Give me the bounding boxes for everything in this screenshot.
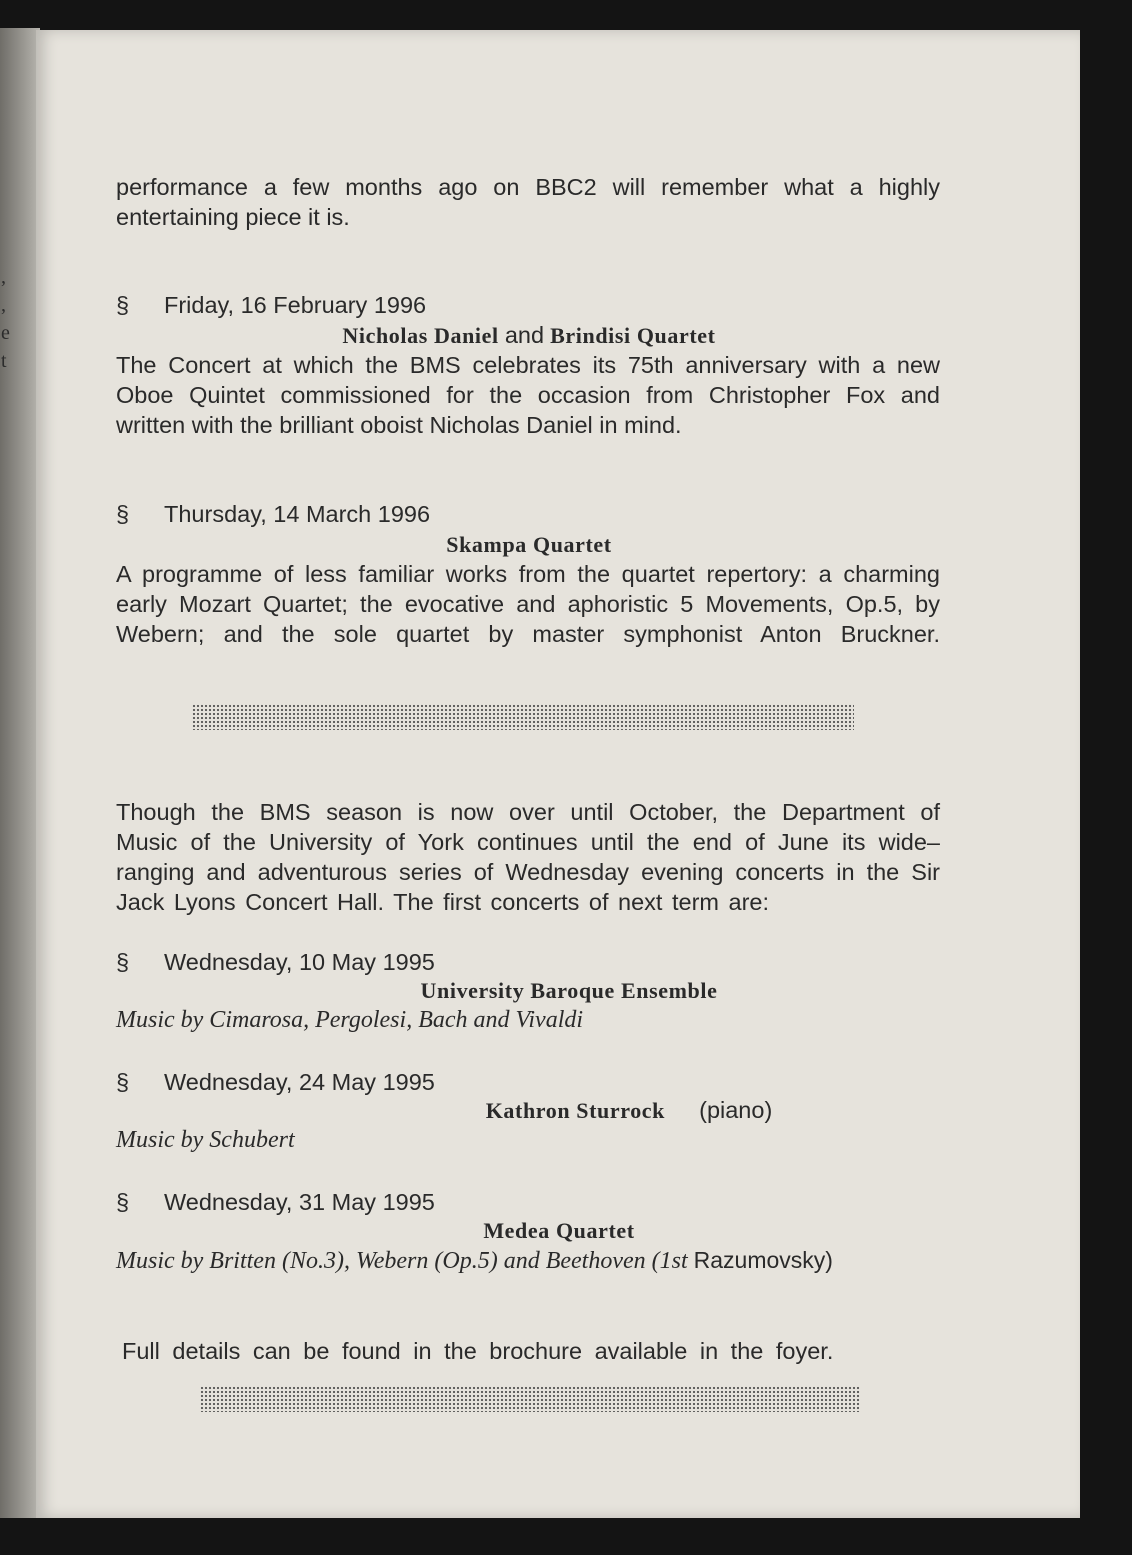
section-mark: § <box>116 1189 130 1215</box>
event-music <box>116 1246 833 1277</box>
event-performer <box>216 1096 1042 1126</box>
event-performer <box>156 976 982 1006</box>
intro-line-2: entertaining piece it is. <box>116 204 350 230</box>
section-mark: § <box>116 501 130 527</box>
section-mark: § <box>116 1069 130 1095</box>
event-music: Music by Schubert <box>116 1127 295 1153</box>
event-description-line: Webern; and the sole quartet by master symphonist Anton Bruckner. <box>116 621 940 647</box>
intro-line-1: performance a few months ago on BBC2 will remember what a highly <box>116 174 940 200</box>
left-page-mark: t <box>1 350 7 372</box>
event-date: Thursday, 14 March 1996 <box>164 501 431 527</box>
event-date-row <box>116 948 435 978</box>
event-date-row <box>116 291 426 321</box>
dotted-divider <box>200 1386 860 1412</box>
left-page-edge <box>0 28 40 1518</box>
event-date: Wednesday, 24 May 1995 <box>164 1069 435 1095</box>
performer-name: University Baroque Ensemble <box>420 978 718 1003</box>
event-date: Wednesday, 31 May 1995 <box>164 1189 435 1215</box>
performer-name: Brindisi Quartet <box>550 323 716 348</box>
left-page-marks <box>0 28 12 1518</box>
footer-note: Full details can be found in the brochure available in the foyer. <box>122 1338 834 1364</box>
york-intro-line: ranging and adventurous series of Wednesday evening concerts in the Sir <box>116 859 940 885</box>
york-intro-line: Though the BMS season is now over until October, the Department of <box>116 799 940 825</box>
event-performer <box>116 321 942 351</box>
performer-name: Nicholas Daniel <box>342 323 499 348</box>
event-music: Music by Cimarosa, Pergolesi, Bach and Vivaldi <box>116 1007 584 1033</box>
event-date: Wednesday, 10 May 1995 <box>164 949 435 975</box>
event-date: Friday, 16 February 1996 <box>164 292 427 318</box>
york-intro-line: Jack Lyons Concert Hall. The first concerts of next term are: <box>116 889 769 915</box>
left-page-mark: , <box>1 294 6 316</box>
dotted-divider <box>192 704 854 730</box>
event-performer <box>116 530 942 560</box>
event-date-row <box>116 1068 435 1098</box>
event-date-row <box>116 1188 435 1218</box>
performer-joiner: and <box>504 322 545 348</box>
event-description-line: Oboe Quintet commissioned for the occasion from Christopher Fox and <box>116 382 940 408</box>
left-page-mark: e <box>1 322 10 344</box>
section-mark: § <box>116 949 130 975</box>
performer-name: Skampa Quartet <box>446 532 612 557</box>
performer-name: Kathron Sturrock <box>485 1098 666 1123</box>
event-music-italic: Music by Britten (No.3), Webern (Op.5) and Beethoven (1st <box>116 1248 688 1274</box>
performer-note: (piano) <box>699 1097 773 1123</box>
performer-name: Medea Quartet <box>483 1218 635 1243</box>
york-intro-line: Music of the University of York continues until the end of June its wide– <box>116 829 940 855</box>
document-page <box>36 30 1080 1518</box>
event-description-line: early Mozart Quartet; the evocative and aphoristic 5 Movements, Op.5, by <box>116 591 940 617</box>
event-description-line: A programme of less familiar works from the quartet repertory: a charming <box>116 561 940 587</box>
left-page-mark: , <box>1 266 6 288</box>
event-description-line: written with the brilliant oboist Nicholas Daniel in mind. <box>116 412 682 438</box>
event-date-row <box>116 500 430 530</box>
event-performer <box>146 1216 972 1246</box>
event-description-line: The Concert at which the BMS celebrates its 75th anniversary with a new <box>116 352 940 378</box>
section-mark: § <box>116 292 130 318</box>
event-music-roman: Razumovsky) <box>693 1247 833 1273</box>
